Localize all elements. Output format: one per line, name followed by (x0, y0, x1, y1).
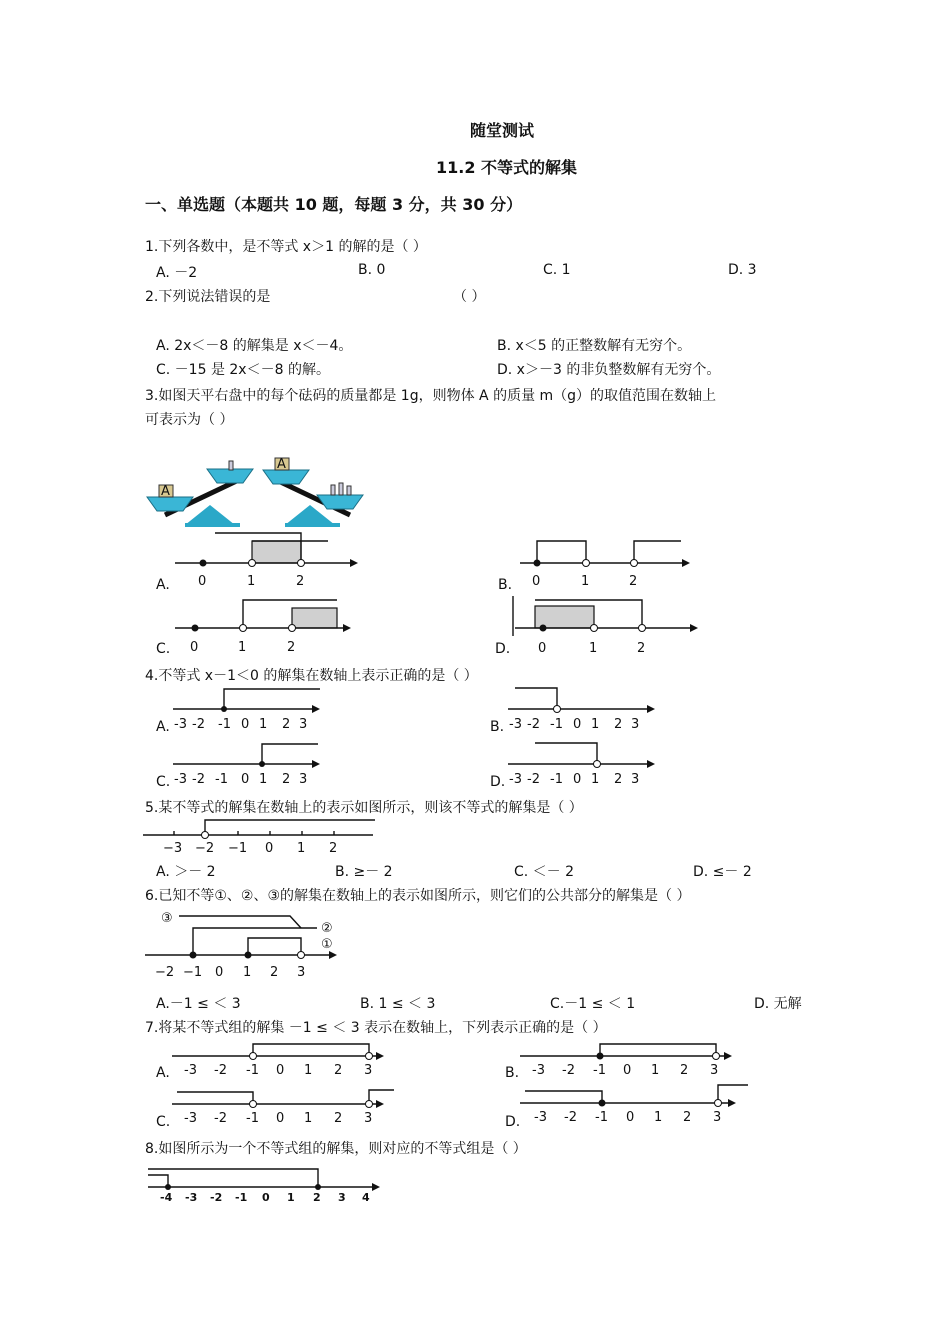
balance-scale-right (263, 457, 363, 527)
q3-option-c-numberline (170, 596, 360, 658)
q4-option-a-numberline (170, 685, 330, 733)
tick-label: -2 (527, 717, 540, 732)
tick-label: 0 (626, 1110, 635, 1125)
q7-option-d-numberline (520, 1083, 750, 1125)
tick-0: 0 (190, 640, 199, 655)
tick-label: 3 (631, 772, 640, 787)
q3-option-b-label: B. (498, 577, 513, 593)
tick-label: 3 (364, 1063, 373, 1078)
q6-stem: 6.已知不等①、②、③的解集在数轴上的表示如图所示，则它们的公共部分的解集是（ ） (145, 888, 691, 904)
tick-labels (509, 717, 639, 732)
tick-label: 1 (591, 717, 600, 732)
q6-numberline (145, 906, 345, 982)
tick-label: 1 (243, 965, 252, 980)
section-heading: 一、单选题（本题共 10 题，每题 3 分，共 30 分） (145, 195, 523, 214)
q2-option-b: B. x＜5 的正整数解有无穷个。 (497, 338, 692, 354)
q7-option-c-numberline (172, 1088, 397, 1130)
q5-stem: 5.某不等式的解集在数轴上的表示如图所示，则该不等式的解集是（ ） (145, 800, 583, 816)
weight-label-left: A (161, 484, 170, 499)
tick-label: -1 (593, 1063, 606, 1078)
q1-option-b: B. 0 (358, 262, 386, 278)
tick-labels (509, 772, 639, 787)
tick-label: -3 (184, 1063, 197, 1078)
q6-option-b: B. 1 ≤ ＜ 3 (360, 996, 436, 1012)
q2-option-d: D. x＞－3 的非负整数解有无穷个。 (497, 362, 721, 378)
q3-option-c-label: C. (156, 641, 171, 657)
tick-label: -3 (174, 717, 187, 732)
tick-2: 2 (296, 574, 305, 589)
q4-option-b-label: B. (490, 719, 505, 735)
label-2: ② (321, 921, 333, 936)
tick-label: 3 (299, 772, 308, 787)
tick-label: 0 (265, 841, 274, 856)
tick-0: 0 (532, 574, 541, 589)
tick-label: 0 (276, 1063, 285, 1078)
q3-option-a-label: A. (156, 577, 170, 593)
label-1: ① (321, 937, 333, 952)
tick-label: -3 (534, 1110, 547, 1125)
shaded-region (292, 608, 337, 628)
tick-2: 2 (287, 640, 296, 655)
tick-label: -4 (160, 1191, 173, 1204)
shaded-region (252, 541, 301, 563)
tick-label: 2 (282, 717, 291, 732)
q2-stem: 2.下列说法错误的是 (145, 289, 271, 305)
tick-label: -2 (214, 1063, 227, 1078)
q5-numberline (143, 815, 378, 857)
tick-label: 1 (304, 1111, 313, 1126)
tick-label: 4 (362, 1191, 370, 1204)
q3-stem-line2: 可表示为（ ） (145, 412, 234, 428)
tick-label: 1 (591, 772, 600, 787)
tick-label: 1 (259, 717, 268, 732)
tick-label: 3 (338, 1191, 346, 1204)
tick-label: -2 (562, 1063, 575, 1078)
tick-label: 1 (304, 1063, 313, 1078)
tick-label: -2 (564, 1110, 577, 1125)
tick-label: 2 (680, 1063, 689, 1078)
q4-stem: 4.不等式 x－1＜0 的解集在数轴上表示正确的是（ ） (145, 668, 478, 684)
tick-label: 0 (241, 717, 250, 732)
q4-option-c-label: C. (156, 774, 171, 790)
tick-0: 0 (198, 574, 207, 589)
tick-label: 3 (299, 717, 308, 732)
tick-label: 2 (270, 965, 279, 980)
q4-option-c-numberline (170, 740, 330, 788)
q3-stem-line1: 3.如图天平右盘中的每个砝码的质量都是 1g，则物体 A 的质量 m（g）的取值范围在数轴上 (145, 388, 717, 404)
q6-option-a: A.－1 ≤ ＜ 3 (156, 996, 241, 1012)
tick-label: 1 (651, 1063, 660, 1078)
tick-label: 2 (313, 1191, 321, 1204)
q1-option-c: C. 1 (543, 262, 571, 278)
tick-label: -3 (509, 772, 522, 787)
tick-label: −2 (155, 965, 175, 980)
tick-label: −2 (195, 841, 215, 856)
tick-label: -1 (235, 1191, 248, 1204)
q4-option-d-numberline (505, 740, 665, 788)
q7-option-b-label: B. (505, 1065, 520, 1081)
tick-label: -3 (532, 1063, 545, 1078)
tick-label: -3 (509, 717, 522, 732)
tick-label: -2 (527, 772, 540, 787)
q2-option-a: A. 2x＜－8 的解集是 x＜－4。 (156, 338, 353, 354)
tick-label: 3 (710, 1063, 719, 1078)
tick-label: 2 (614, 772, 623, 787)
tick-label: -1 (550, 772, 563, 787)
page-subtitle: 11.2 不等式的解集 (436, 158, 578, 177)
tick-label: -2 (210, 1191, 223, 1204)
tick-labels (174, 717, 307, 732)
q8-stem: 8.如图所示为一个不等式组的解集，则对应的不等式组是（ ） (145, 1141, 527, 1157)
tick-1: 1 (589, 641, 598, 656)
q7-stem: 7.将某不等式组的解集 －1 ≤ ＜ 3 表示在数轴上，下列表示正确的是（ ） (145, 1020, 607, 1036)
q7-option-a-label: A. (156, 1065, 170, 1081)
tick-label: -1 (246, 1111, 259, 1126)
tick-label: -3 (174, 772, 187, 787)
q1-option-a: A. －2 (156, 265, 198, 281)
tick-label: −3 (163, 841, 183, 856)
q3-option-b-numberline (515, 528, 700, 590)
tick-label: 1 (654, 1110, 663, 1125)
q5-option-a: A. ＞－ 2 (156, 864, 216, 880)
tick-label: 2 (282, 772, 291, 787)
tick-1: 1 (238, 640, 247, 655)
q3-option-d-numberline (510, 596, 705, 658)
tick-label: -2 (214, 1111, 227, 1126)
tick-label: 0 (241, 772, 250, 787)
q1-option-d: D. 3 (728, 262, 757, 278)
q7-option-b-numberline (520, 1040, 740, 1082)
tick-label: 0 (262, 1191, 270, 1204)
tick-2: 2 (637, 641, 646, 656)
tick-label: 3 (631, 717, 640, 732)
tick-label: 0 (276, 1111, 285, 1126)
balance-scale-left (147, 461, 253, 527)
tick-label: 0 (215, 965, 224, 980)
q6-option-c: C.－1 ≤ ＜ 1 (550, 996, 636, 1012)
q4-option-d-label: D. (490, 774, 506, 790)
tick-label: 0 (573, 772, 582, 787)
tick-label: 1 (259, 772, 268, 787)
tick-1: 1 (581, 574, 590, 589)
q4-option-a-label: A. (156, 719, 170, 735)
tick-label: -1 (246, 1063, 259, 1078)
tick-label: 2 (334, 1063, 343, 1078)
tick-label: −1 (228, 841, 248, 856)
q6-option-d: D. 无解 (754, 996, 802, 1012)
tick-label: 2 (329, 841, 338, 856)
tick-label: 0 (623, 1063, 632, 1078)
tick-label: -3 (184, 1111, 197, 1126)
q3-option-d-label: D. (495, 641, 511, 657)
tick-label: -3 (185, 1191, 198, 1204)
tick-label: 2 (614, 717, 623, 732)
tick-label: 0 (573, 717, 582, 732)
page-title: 随堂测试 (470, 121, 535, 140)
q7-option-c-label: C. (156, 1114, 171, 1130)
q7-option-a-numberline (172, 1040, 392, 1082)
q1-stem: 1.下列各数中，是不等式 x＞1 的解的是（ ） (145, 239, 427, 255)
tick-label: −1 (183, 965, 203, 980)
q7-option-d-label: D. (505, 1114, 521, 1130)
tick-label: -1 (550, 717, 563, 732)
tick-label: -1 (218, 717, 231, 732)
tick-label: -1 (595, 1110, 608, 1125)
tick-label: -2 (192, 717, 205, 732)
q5-option-b: B. ≥－ 2 (335, 864, 393, 880)
q8-numberline (148, 1163, 388, 1205)
q2-paren: （ ） (453, 289, 486, 305)
tick-0: 0 (538, 641, 547, 656)
balance-scales-figure (145, 455, 370, 530)
tick-label: 2 (683, 1110, 692, 1125)
tick-label: 3 (297, 965, 306, 980)
tick-label: -1 (215, 772, 228, 787)
tick-label: 1 (297, 841, 306, 856)
weight-label-right: A (277, 457, 286, 472)
q5-option-c: C. ＜－ 2 (514, 864, 575, 880)
q5-option-d: D. ≤－ 2 (693, 864, 752, 880)
q4-option-b-numberline (505, 685, 665, 733)
q3-option-a-numberline (170, 528, 370, 590)
label-3: ③ (161, 911, 173, 926)
tick-label: 3 (713, 1110, 722, 1125)
q2-option-c: C. －15 是 2x＜－8 的解。 (156, 362, 330, 378)
tick-1: 1 (247, 574, 256, 589)
tick-label: 2 (334, 1111, 343, 1126)
tick-2: 2 (629, 574, 638, 589)
tick-label: 3 (364, 1111, 373, 1126)
tick-label: 1 (287, 1191, 295, 1204)
tick-label: -2 (192, 772, 205, 787)
tick-labels (174, 772, 307, 787)
